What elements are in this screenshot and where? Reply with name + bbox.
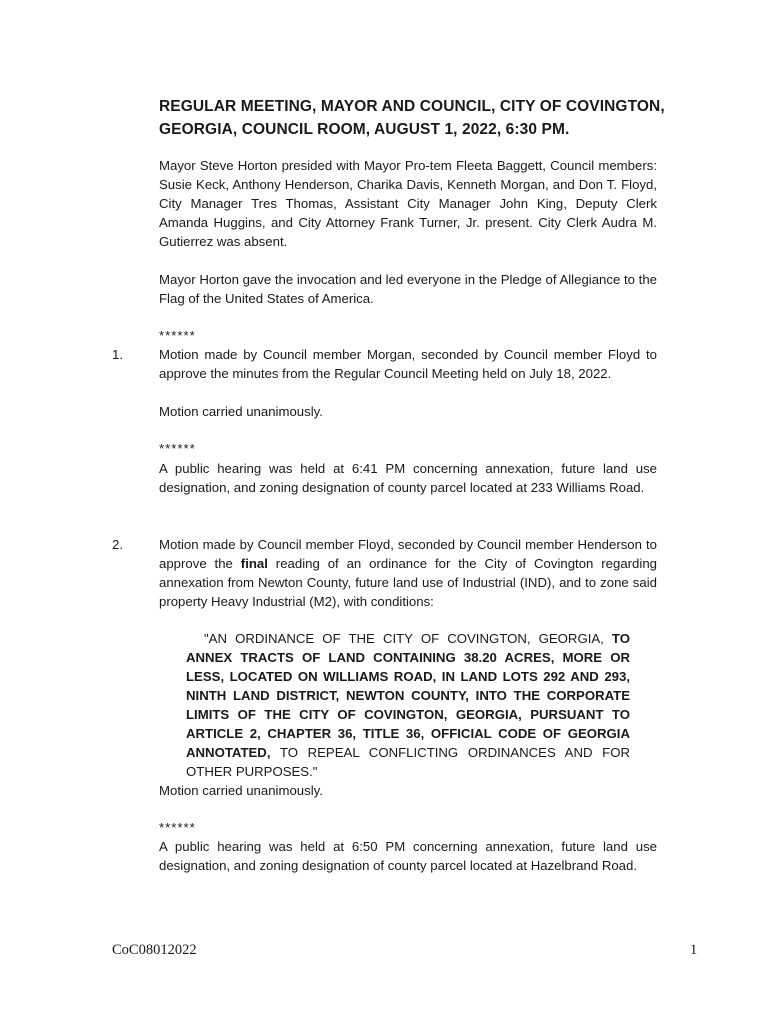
item2-result: Motion carried unanimously. <box>159 783 323 798</box>
item-number: 1. <box>112 347 123 362</box>
item2-motion-bold: final <box>240 556 268 571</box>
footer-page-number: 1 <box>690 942 698 958</box>
ordinance-quote-end: TO REPEAL CONFLICTING ORDINANCES AND FOR OTHER PURPOSES." <box>186 745 630 779</box>
page-title: REGULAR MEETING, MAYOR AND COUNCIL, CITY OF COVINGTON, GEORGIA, COUNCIL ROOM, AUGUST 1, 2022, 6:30 PM. <box>159 98 665 138</box>
separator: ****** <box>159 820 196 835</box>
ordinance-quote-bold: TO ANNEX TRACTS OF LAND CONTAINING 38.20 ACRES, MORE OR LESS, LOCATED ON WILLIAMS ROAD, IN LAND LOTS 292 AND 293, NINTH LAND DISTRICT, NEWTON COUNTY, INTO THE CORPORATE LIMITS OF THE CITY OF COVINGTON, GEORGIA, PURSUANT TO ARTICLE 2, CHAPTER 36, TITLE 36, OFFICIAL CODE OF GEORGIA ANNOTATED, <box>186 631 630 760</box>
item2-motion-end: reading of an ordinance for the City of Covington regarding annexation from Newton County, future land use of Industrial (IND), and to zone said property Heavy Industrial (M2), with conditions: <box>159 556 657 609</box>
invocation-paragraph: Mayor Horton gave the invocation and led everyone in the Pledge of Allegiance to the Flag of the United States of America. <box>159 272 657 306</box>
item2-motion <box>159 535 657 611</box>
ordinance-quote <box>186 629 630 781</box>
hearing2-paragraph: A public hearing was held at 6:50 PM concerning annexation, future land use designation, and zoning designation of county parcel located at Hazelbrand Road. <box>159 839 657 873</box>
hearing1-paragraph: A public hearing was held at 6:41 PM concerning annexation, future land use designation, and zoning designation of county parcel located at 233 Williams Road. <box>159 461 657 495</box>
separator: ****** <box>159 328 196 343</box>
item2-motion-start: Motion made by Council member Floyd, seconded by Council member Henderson to approve the <box>159 537 657 571</box>
item1-result: Motion carried unanimously. <box>159 404 323 419</box>
footer-document-id: CoC08012022 <box>112 942 197 958</box>
ordinance-quote-start: "AN ORDINANCE OF THE CITY OF COVINGTON, GEORGIA, <box>204 631 612 646</box>
separator: ****** <box>159 441 196 456</box>
attendance-paragraph: Mayor Steve Horton presided with Mayor Pro-tem Fleeta Baggett, Council members: Susie Keck, Anthony Henderson, Charika Davis, Kenneth Morgan, and Don T. Floyd, City Manager Tres Thomas, Assistant City Manager John King, Deputy Clerk Amanda Huggins, and City Attorney Frank Turner, Jr. present. City Clerk Audra M. Gutierrez was absent. <box>159 158 657 249</box>
item-number: 2. <box>112 537 123 552</box>
item1-motion: Motion made by Council member Morgan, seconded by Council member Floyd to approve the minutes from the Regular Council Meeting held on July 18, 2022. <box>159 347 657 381</box>
